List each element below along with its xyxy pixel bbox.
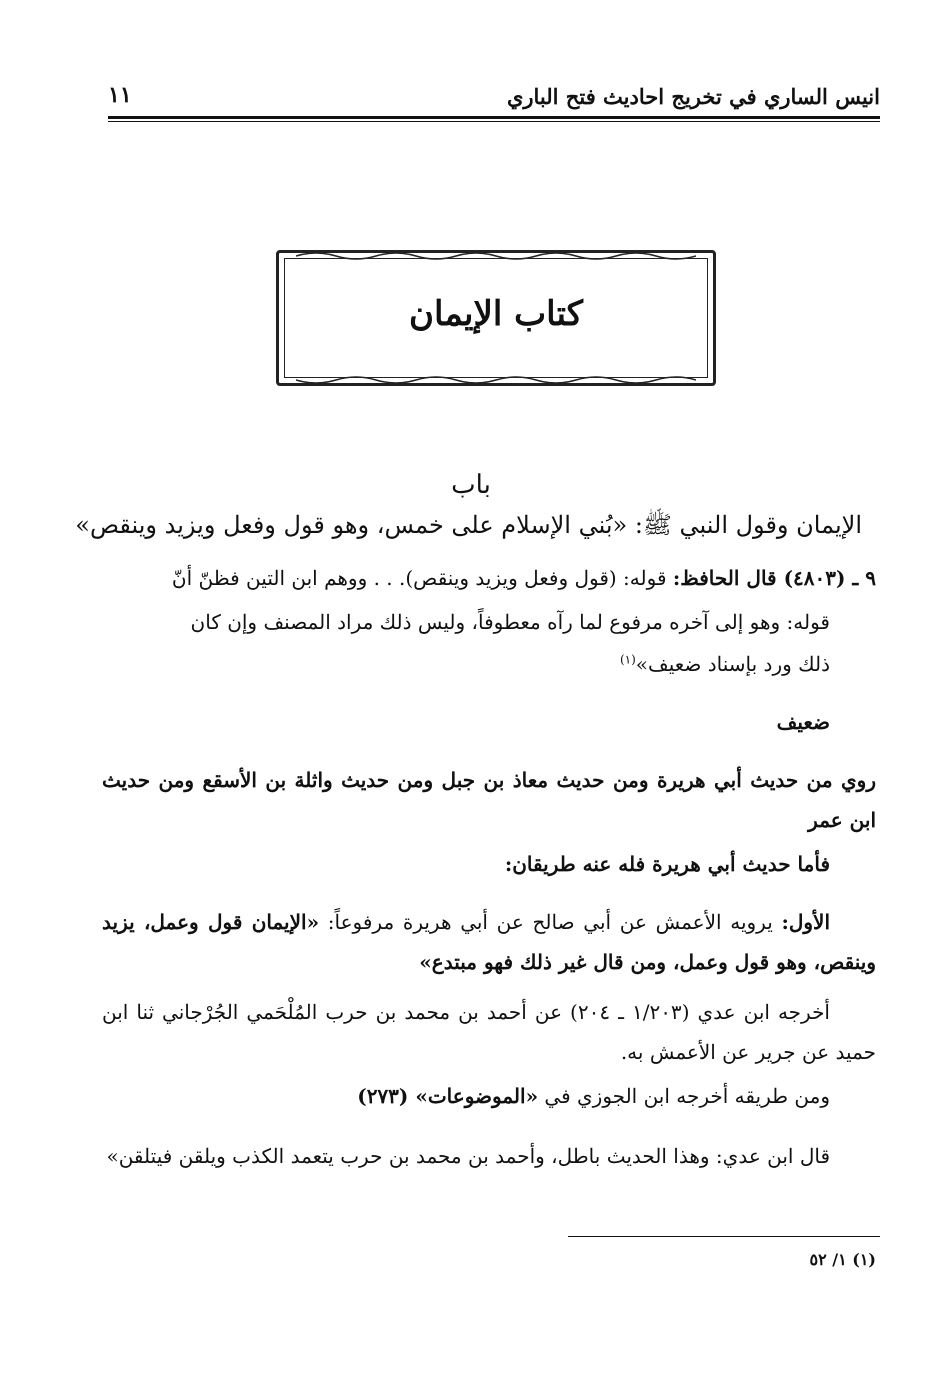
footnote-ref: (١) [619, 652, 636, 667]
paragraph-1: روي من حديث أبي هريرة ومن حديث معاذ بن جبل ومن حديث واثلة بن الأسقع ومن حديث ابن عمر [102, 768, 876, 832]
chapter-word: باب [451, 470, 491, 500]
grade-label: ضعيف [776, 710, 830, 734]
running-header [108, 84, 880, 114]
frame-bottom-ornament [296, 376, 696, 386]
para3-label: الأول: [781, 910, 831, 934]
entry-line-2: قوله: وهو إلى آخره مرفوع لما رآه معطوفاً، وليس ذلك مراد المصنف وإن كان [190, 610, 830, 634]
entry-line-3-text: ذلك ورد بإسناد ضعيف» [635, 652, 830, 676]
paragraph-5 [102, 1084, 830, 1108]
entry-line-1-text: قوله: (قول وفعل ويزيد وينقص). . . ووهم ابن التين فظنّ أنّ [171, 566, 667, 590]
para3-text: يرويه الأعمش عن أبي صالح عن أبي هريرة مرفوعاً: [327, 910, 773, 934]
entry-line-1 [102, 566, 876, 590]
para5-ref: «الموضوعات» (٢٧٣) [357, 1084, 539, 1108]
footnote: (١) ١/ ٥٢ [809, 1250, 876, 1269]
header-rule-thin [108, 121, 880, 122]
para3-quote: «الإيمان قول وعمل، يزيد وينقص، وهو قول وعمل، ومن قال غير ذلك فهو مبتدع» [102, 910, 876, 974]
para5-text: ومن طريقه أخرجه ابن الجوزي في [544, 1084, 830, 1108]
book-title: انيس الساري في تخريج احاديث فتح الباري [506, 84, 880, 109]
title-frame [276, 250, 716, 386]
entry-line-3 [102, 652, 830, 676]
footnote-rule [568, 1236, 880, 1237]
paragraph-3 [102, 902, 876, 982]
page-number: ١١ [108, 82, 132, 108]
paragraph-2: فأما حديث أبي هريرة فله عنه طريقان: [504, 852, 830, 876]
header-rule-thick [108, 116, 880, 119]
entry-number: ٩ ـ (٤٨٠٣) قال الحافظ: [672, 566, 876, 590]
book-chapter-title: كتاب الإيمان [409, 294, 583, 334]
frame-top-ornament [296, 250, 696, 260]
paragraph-4: أخرجه ابن عدي (١/٢٠٣ ـ ٢٠٤) عن أحمد بن محمد بن حرب المُلْحَمي الجُرْجاني ثنا ابن حميد عن جرير عن الأعمش به. [102, 1000, 876, 1064]
chapter-heading: الإيمان وقول النبي ﷺ: «بُني الإسلام على خمس، وهو قول وفعل ويزيد وينقص» [75, 511, 862, 539]
paragraph-6: قال ابن عدي: وهذا الحديث باطل، وأحمد بن محمد بن حرب يتعمد الكذب ويلقن فيتلقن» [106, 1144, 830, 1168]
